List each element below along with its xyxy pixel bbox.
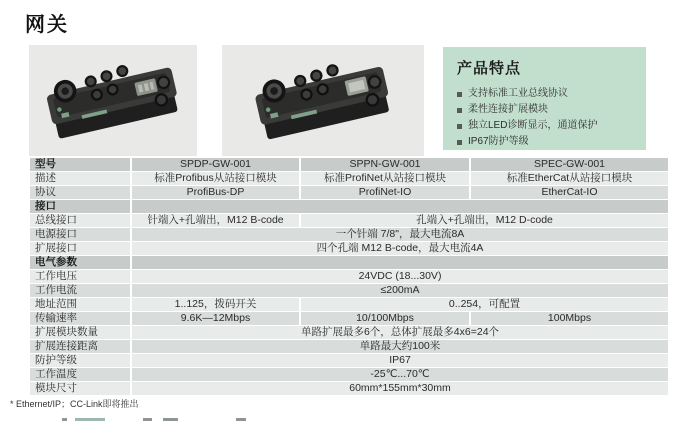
row-label: 电气参数 <box>30 256 130 269</box>
row-value: 孔端入+孔端出，M12 D-code <box>301 214 668 227</box>
table-row <box>30 186 668 199</box>
row-value: 10/100Mbps <box>301 312 469 325</box>
row-label: 描述 <box>30 172 130 185</box>
features-list <box>457 86 646 150</box>
row-label: 扩展接口 <box>30 242 130 255</box>
gateway-module-photo <box>237 51 409 151</box>
row-value: 标准EtherCat从站接口模块 <box>471 172 668 185</box>
row-label: 型号 <box>30 158 130 171</box>
cropped-text-fragment <box>236 418 246 421</box>
table-row <box>30 214 668 227</box>
row-value: SPEC-GW-001 <box>471 158 668 171</box>
feature-item <box>457 118 646 134</box>
table-row <box>30 270 668 283</box>
table-row <box>30 256 668 269</box>
square-bullet-icon <box>457 124 462 129</box>
table-row <box>30 354 668 367</box>
row-value: ProfiBus-DP <box>132 186 299 199</box>
row-value: 单路扩展最多6个，总体扩展最多4x6=24个 <box>132 326 668 339</box>
square-bullet-icon <box>457 140 462 145</box>
row-label: 模块尺寸 <box>30 382 130 395</box>
row-value: 针端入+孔端出，M12 B-code <box>132 214 299 227</box>
row-label: 防护等级 <box>30 354 130 367</box>
row-label: 工作电压 <box>30 270 130 283</box>
features-title: 产品特点 <box>457 60 522 77</box>
square-bullet-icon <box>457 92 462 97</box>
product-photo-panel-1 <box>29 45 197 156</box>
cropped-text-fragment <box>143 418 152 421</box>
row-label: 电源接口 <box>30 228 130 241</box>
feature-item-label: 支持标准工业总线协议 <box>468 88 568 99</box>
row-value: 100Mbps <box>471 312 668 325</box>
page-title: 网关 <box>25 14 69 36</box>
feature-item-label: 柔性连接扩展模块 <box>468 104 548 115</box>
row-value: 一个针端 7/8"，最大电流8A <box>132 228 668 241</box>
feature-item-label: IP67防护等级 <box>468 136 529 147</box>
table-row <box>30 242 668 255</box>
row-value: 1..125，拨码开关 <box>132 298 299 311</box>
row-value: -25℃...70℃ <box>132 368 668 381</box>
table-row <box>30 228 668 241</box>
cropped-text-fragment <box>75 418 105 421</box>
product-photo-panel-2 <box>222 45 424 156</box>
table-row <box>30 298 668 311</box>
row-label: 总线接口 <box>30 214 130 227</box>
cropped-text-fragment <box>163 418 178 421</box>
row-value: 标准ProfiNet从站接口模块 <box>301 172 469 185</box>
spec-table <box>30 158 668 396</box>
row-value: 9.6K—12Mbps <box>132 312 299 325</box>
feature-item <box>457 86 646 102</box>
feature-item-label: 独立LED诊断显示，通道保护 <box>468 120 598 131</box>
table-row <box>30 340 668 353</box>
table-row <box>30 158 668 171</box>
row-label: 工作温度 <box>30 368 130 381</box>
table-row <box>30 382 668 395</box>
table-row <box>30 172 668 185</box>
footnote: * Ethernet/IP；CC-Link即将推出 <box>10 399 139 409</box>
row-value: 单路最大约100米 <box>132 340 668 353</box>
feature-item <box>457 134 646 150</box>
gateway-module-photo <box>34 51 192 151</box>
table-row <box>30 326 668 339</box>
row-label: 传输速率 <box>30 312 130 325</box>
row-value: SPDP-GW-001 <box>132 158 299 171</box>
row-value <box>132 256 668 269</box>
table-row <box>30 312 668 325</box>
table-row <box>30 284 668 297</box>
row-label: 接口 <box>30 200 130 213</box>
cropped-text-fragment <box>62 418 67 421</box>
row-value: 60mm*155mm*30mm <box>132 382 668 395</box>
row-value <box>132 200 668 213</box>
row-value: ≤200mA <box>132 284 668 297</box>
table-row <box>30 368 668 381</box>
square-bullet-icon <box>457 108 462 113</box>
product-features-box <box>443 47 646 150</box>
feature-item <box>457 102 646 118</box>
row-value: SPPN-GW-001 <box>301 158 469 171</box>
row-value: 0..254，可配置 <box>301 298 668 311</box>
row-value: 24VDC (18...30V) <box>132 270 668 283</box>
row-value: 标准Profibus从站接口模块 <box>132 172 299 185</box>
cropped-next-section <box>0 417 678 422</box>
row-label: 扩展连接距离 <box>30 340 130 353</box>
row-value: 四个孔端 M12 B-code，最大电流4A <box>132 242 668 255</box>
row-label: 工作电流 <box>30 284 130 297</box>
row-value: ProfiNet-IO <box>301 186 469 199</box>
row-value: IP67 <box>132 354 668 367</box>
row-value: EtherCat-IO <box>471 186 668 199</box>
row-label: 协议 <box>30 186 130 199</box>
row-label: 地址范围 <box>30 298 130 311</box>
row-label: 扩展模块数量 <box>30 326 130 339</box>
table-row <box>30 200 668 213</box>
